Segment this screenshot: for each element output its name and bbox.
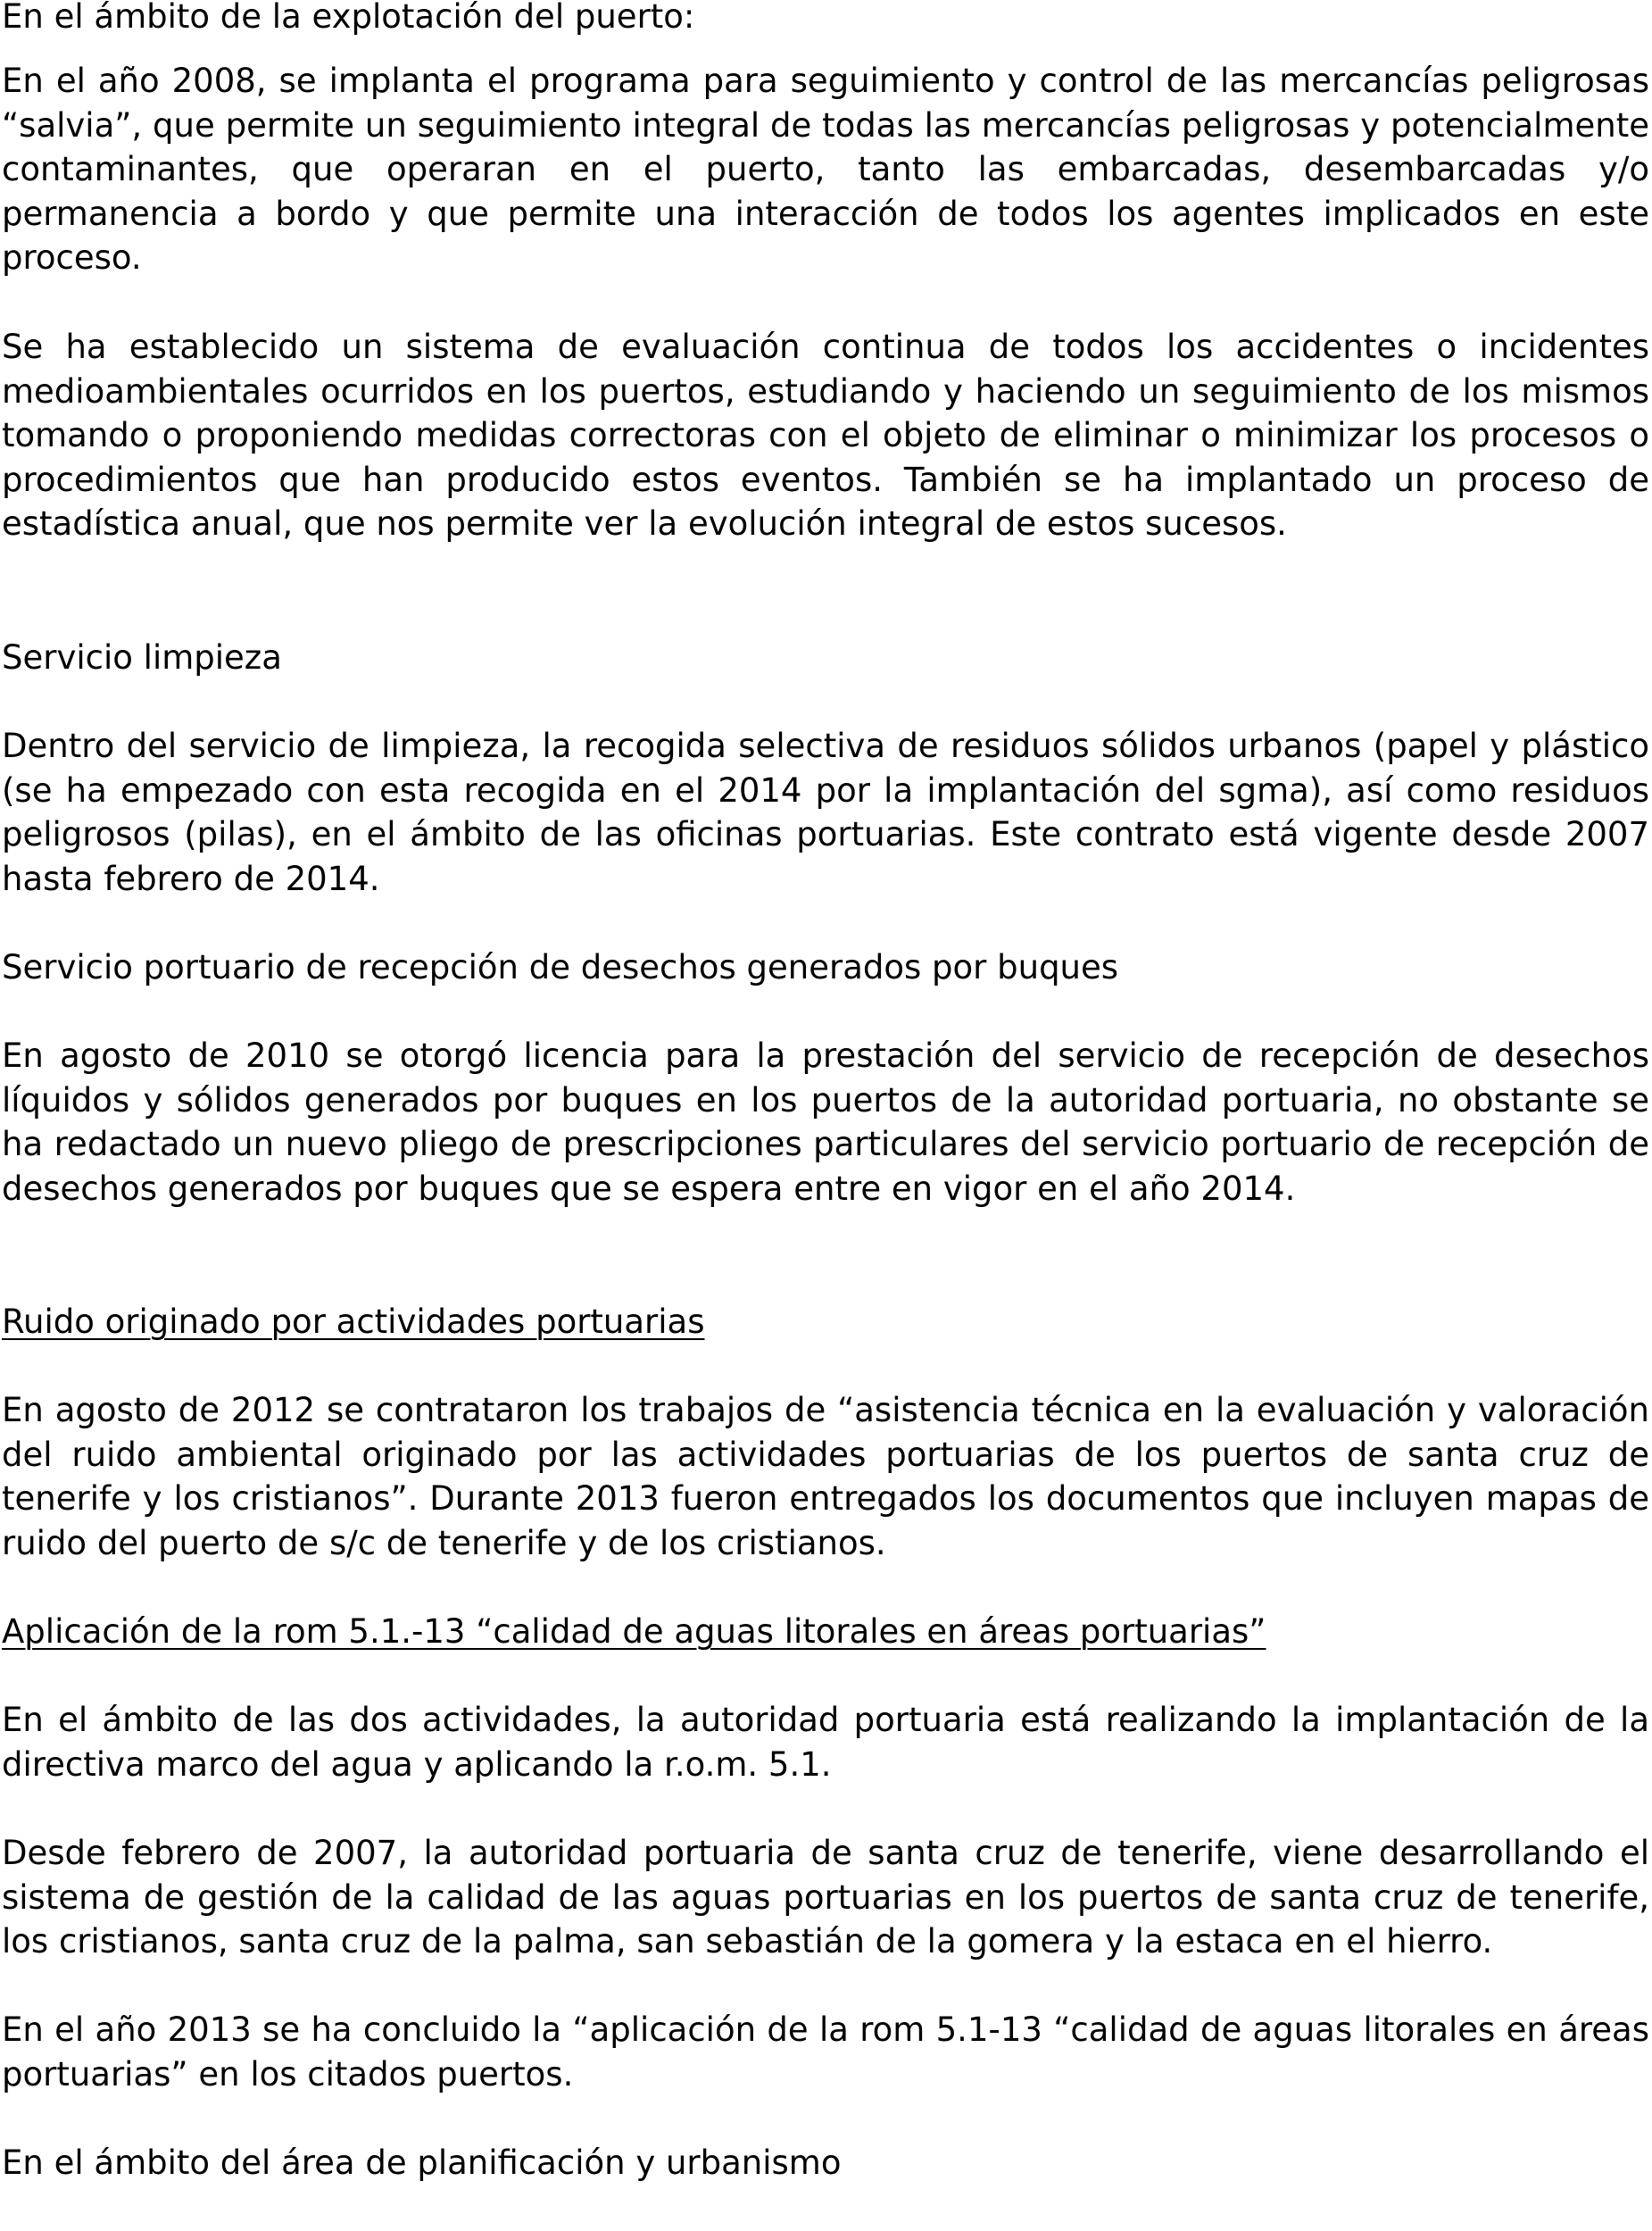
paragraph-evaluacion: Se ha establecido un sistema de evaluación continua de todos los accidentes o incidentes medioambientales ocurridos en los puertos, estudiando y haciendo un seguimiento de los mismos tomando o proponiendo medidas correctoras con el objeto de eliminar o minimizar los procesos o procedimientos que han producido estos eventos. También se ha implantado un proceso de estadística anual, que nos permite ver la evolución integral de estos sucesos. — [2, 328, 1649, 543]
paragraph-ruido: En agosto de 2012 se contrataron los trabajos de “asistencia técnica en la evaluación y valoración del ruido ambiental originado por las actividades portuarias de los puertos de santa cruz de tenerife y los cristianos”. Durante 2013 fueron entregados los documentos que incluyen mapas de ruido del puerto de s/c de tenerife y de los cristianos. — [2, 1391, 1649, 1562]
heading-servicio-limpieza: Servicio limpieza — [2, 638, 282, 677]
heading-planificacion: En el ámbito del área de planificación y urbanismo — [2, 2144, 842, 2182]
heading-rom: Aplicación de la rom 5.1.-13 “calidad de aguas litorales en áreas portuarias” — [2, 1612, 1266, 1651]
paragraph-rom-concluido: En el año 2013 se ha concluido la “aplicación de la rom 5.1-13 “calidad de aguas litorales en áreas portuarias” en los citados puertos. — [2, 2010, 1649, 2094]
paragraph-limpieza: Dentro del servicio de limpieza, la recogida selectiva de residuos sólidos urbanos (papel y plástico (se ha empezado con esta recogida en el 2014 por la implantación del sgma), así como residuos peligrosos (pilas), en el ámbito de las oficinas portuarias. Este contrato está vigente desde 2007 hasta febrero de 2014. — [2, 727, 1649, 898]
paragraph-directiva: En el ámbito de las dos actividades, la autoridad portuaria está realizando la implantación de la directiva marco del agua y aplicando la r.o.m. 5.1. — [2, 1701, 1649, 1784]
heading-ruido: Ruido originado por actividades portuarias — [2, 1303, 705, 1341]
intro-heading: En el ámbito de la explotación del puerto: — [2, 0, 695, 36]
paragraph-recepcion: En agosto de 2010 se otorgó licencia para la prestación del servicio de recepción de desechos líquidos y sólidos generados por buques en los puertos de la autoridad portuaria, no obstante se ha redactado un nuevo pliego de prescripciones particulares del servicio portuario de recepción de desechos generados por buques que se espera entre en vigor en el año 2014. — [2, 1036, 1649, 1208]
paragraph-salvia: En el año 2008, se implanta el programa para seguimiento y control de las mercancías peligrosas “salvia”, que permite un seguimiento integral de todas las mercancías peligrosas y potencialmente contaminantes, que operaran en el puerto, tanto las embarcadas, desembarcadas y/o permanencia a bordo y que permite una interacción de todos los agentes implicados en este proceso. — [2, 62, 1649, 277]
heading-recepcion-desechos: Servicio portuario de recepción de desechos generados por buques — [2, 948, 1119, 986]
paragraph-calidad-aguas: Desde febrero de 2007, la autoridad portuaria de santa cruz de tenerife, viene desarrollando el sistema de gestión de la calidad de las aguas portuarias en los puertos de santa cruz de tenerife, los cristianos, santa cruz de la palma, san sebastián de la gomera y la estaca en el hierro. — [2, 1834, 1649, 1960]
